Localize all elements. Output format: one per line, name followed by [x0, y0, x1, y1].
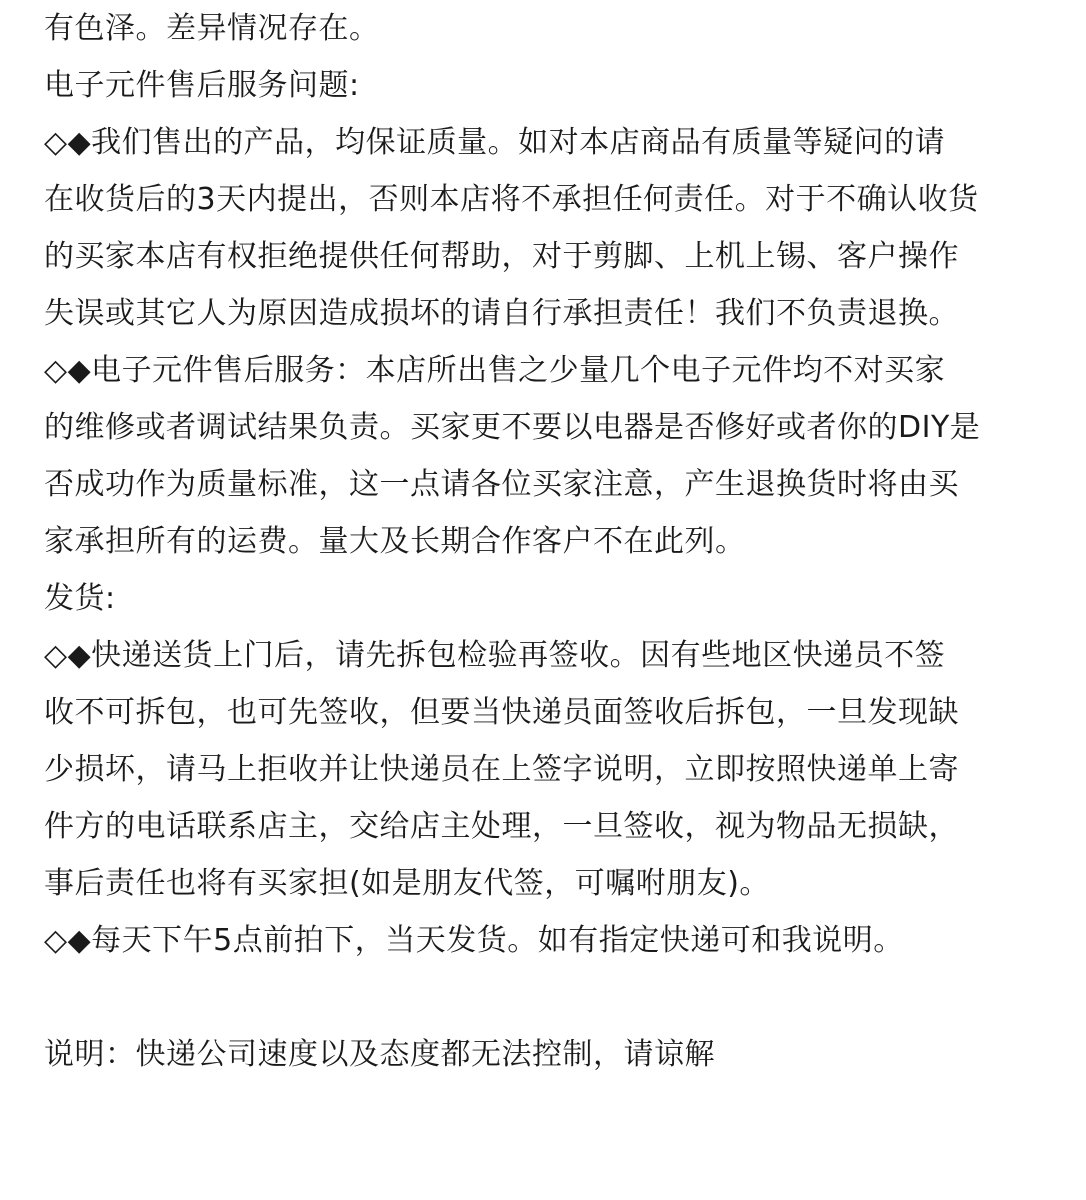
service-paragraph-line-3: 否成功作为质量标准，这一点请各位买家注意，产生退换货时将由买: [44, 467, 959, 502]
delivery-paragraph-line-3: 少损坏，请马上拒收并让快递员在上签字说明，立即按照快递单上寄: [44, 752, 959, 787]
text-line-color-note: 有色泽。差异情况存在。: [44, 11, 380, 46]
quality-paragraph-line-1: ◇◆我们售出的产品，均保证质量。如对本店商品有质量等疑问的请: [44, 125, 946, 160]
quality-paragraph-line-4: 失误或其它人为原因造成损坏的请自行承担责任！我们不负责退换。: [44, 296, 959, 331]
quality-paragraph-line-2: 在收货后的3天内提出，否则本店将不承担任何责任。对于不确认收货: [44, 182, 979, 217]
delivery-paragraph-line-5: 事后责任也将有买家担(如是朋友代签，可嘱咐朋友)。: [44, 866, 770, 901]
dispatch-time-line: ◇◆每天下午5点前拍下，当天发货。如有指定快递可和我说明。: [44, 923, 904, 958]
delivery-paragraph-line-4: 件方的电话联系店主，交给店主处理，一旦签收，视为物品无损缺，: [44, 809, 959, 844]
service-paragraph-line-1: ◇◆电子元件售后服务：本店所出售之少量几个电子元件均不对买家: [44, 353, 946, 388]
notice-text-block: [44, 0, 1044, 1083]
delivery-paragraph-line-1: ◇◆快递送货上门后，请先拆包检验再签收。因有些地区快递员不签: [44, 638, 946, 673]
service-paragraph-line-4: 家承担所有的运费。量大及长期合作客户不在此列。: [44, 524, 746, 559]
quality-paragraph-line-3: 的买家本店有权拒绝提供任何帮助，对于剪脚、上机上锡、客户操作: [44, 239, 959, 274]
service-paragraph-line-2: 的维修或者调试结果负责。买家更不要以电器是否修好或者你的DIY是: [44, 410, 981, 445]
section-heading-shipping: 发货:: [44, 581, 116, 616]
blank-line-divider: [44, 969, 1044, 1026]
section-heading-after-sales: 电子元件售后服务问题:: [44, 68, 360, 103]
courier-disclaimer-line: 说明：快递公司速度以及态度都无法控制，请谅解: [44, 1037, 715, 1072]
delivery-paragraph-line-2: 收不可拆包，也可先签收，但要当快递员面签收后拆包，一旦发现缺: [44, 695, 959, 730]
